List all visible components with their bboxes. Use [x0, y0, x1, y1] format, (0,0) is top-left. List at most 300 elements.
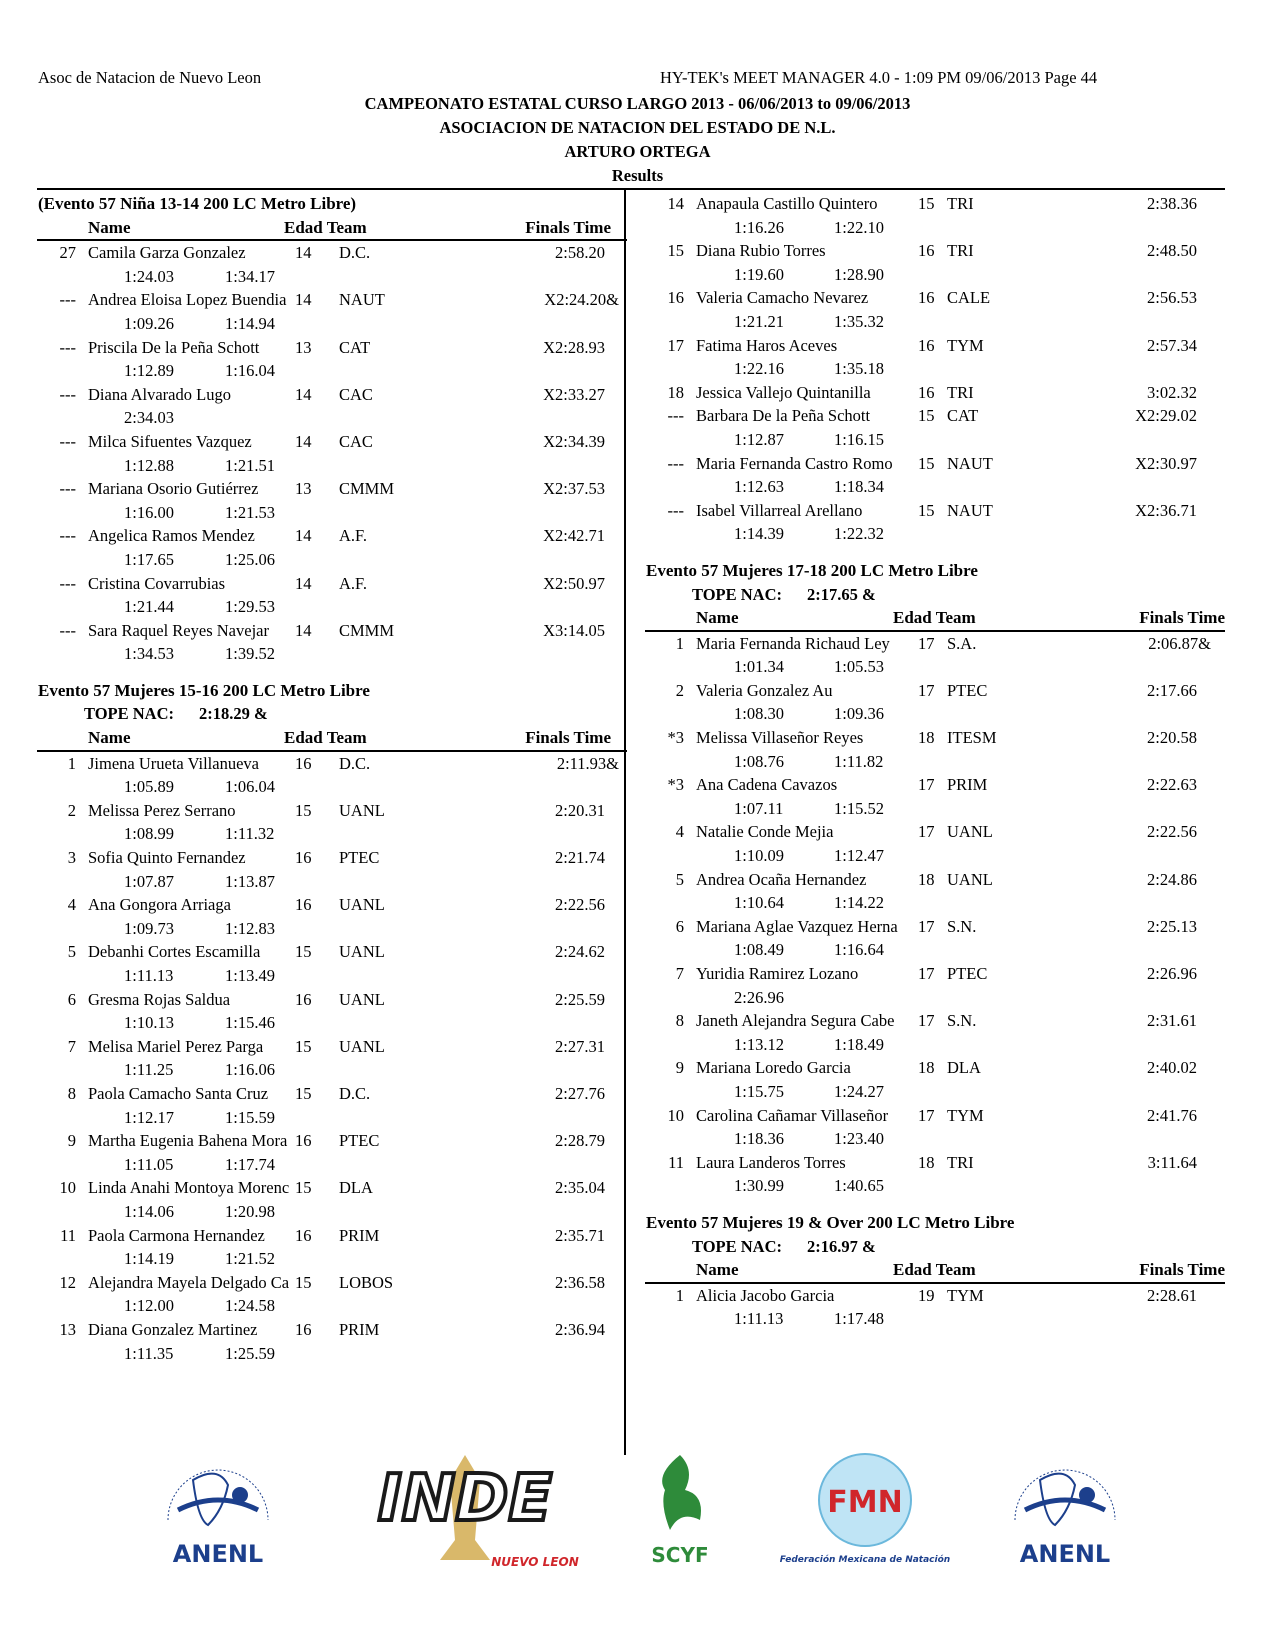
split-time: 1:12.63: [734, 477, 784, 497]
finals-time: X2:29.02: [1135, 406, 1197, 426]
age: 14: [295, 431, 312, 451]
team: NAUT: [947, 453, 993, 473]
tope-line: [37, 702, 627, 726]
result-row: [645, 962, 1225, 1009]
result-line: [645, 1104, 1225, 1128]
splits-line: [37, 595, 627, 619]
swimmer-name: Maria Fernanda Castro Romo: [696, 453, 893, 473]
place: 18: [667, 382, 684, 402]
swimmer-name: Priscila De la Peña Schott: [88, 337, 260, 357]
split-time: 1:10.64: [734, 893, 784, 913]
splits-line: [37, 964, 627, 988]
result-row: [37, 572, 627, 619]
result-line: [645, 726, 1225, 750]
splits-line: [37, 822, 627, 846]
finals-time: 3:02.32: [1147, 382, 1197, 402]
svg-text:Federación Mexicana de Natació: Federación Mexicana de Natación: [779, 1555, 951, 1565]
result-line: [645, 632, 1225, 656]
inde-logo: [350, 1450, 580, 1580]
age: 14: [295, 526, 312, 546]
result-row: [645, 286, 1225, 333]
team: PTEC: [947, 680, 988, 700]
split-time: 1:15.46: [225, 1013, 275, 1033]
result-line: [37, 1224, 627, 1248]
result-row: [645, 679, 1225, 726]
finals-time: X2:30.97: [1135, 453, 1197, 473]
age: 16: [918, 241, 935, 261]
splits-line: [645, 655, 1225, 679]
result-line: [37, 524, 627, 548]
swimmer-name: Diana Rubio Torres: [696, 241, 826, 261]
finals-time: 2:27.31: [555, 1036, 605, 1056]
swimmer-name: Cristina Covarrubias: [88, 573, 226, 593]
swimmer-name: Isabel Villarreal Arellano: [696, 500, 863, 520]
svg-text:ANENL: ANENL: [1019, 1540, 1111, 1568]
splits-line: [37, 1058, 627, 1082]
header-edad-team: Edad Team: [284, 217, 367, 237]
finals-time: 3:11.64: [1147, 1152, 1197, 1172]
result-row: [645, 452, 1225, 499]
result-row: [645, 381, 1225, 405]
swimmer-name: Alicia Jacobo Garcia: [696, 1285, 835, 1305]
split-time: 2:26.96: [734, 987, 784, 1007]
split-time: 1:14.06: [124, 1201, 174, 1221]
splits-line: [645, 310, 1225, 334]
splits-line: [37, 454, 627, 478]
swimmer-name: Andrea Eloisa Lopez Buendia: [88, 290, 287, 310]
splits-line: [645, 1307, 1225, 1331]
result-line: [37, 1271, 627, 1295]
split-time: 1:16.06: [225, 1060, 275, 1080]
finals-time: X2:33.27: [543, 384, 605, 404]
result-row: [645, 915, 1225, 962]
place: 7: [67, 1036, 76, 1056]
splits-line: [37, 775, 627, 799]
split-time: 1:22.32: [834, 524, 884, 544]
split-time: 1:16.00: [124, 502, 174, 522]
result-row: [37, 1035, 627, 1082]
age: 13: [295, 479, 312, 499]
result-row: [37, 940, 627, 987]
age: 16: [295, 753, 312, 773]
age: 17: [918, 680, 935, 700]
team: LOBOS: [339, 1272, 394, 1292]
finals-time: 2:40.02: [1147, 1058, 1197, 1078]
finals-time: 2:26.96: [1147, 964, 1197, 983]
split-time: 1:15.59: [225, 1107, 275, 1127]
place: 4: [67, 895, 76, 915]
result-line: [37, 893, 627, 917]
finals-time: 2:25.13: [1147, 916, 1197, 936]
header-finals-time: Finals Time: [525, 217, 611, 237]
result-line: [37, 336, 627, 360]
place: 1: [675, 1285, 684, 1305]
place: ---: [59, 337, 76, 357]
result-row: [645, 726, 1225, 773]
place: 11: [668, 1152, 684, 1172]
team: UANL: [339, 800, 385, 820]
result-line: [645, 679, 1225, 703]
place: ---: [59, 573, 76, 593]
split-time: 1:11.13: [124, 966, 174, 985]
place: ---: [667, 406, 684, 426]
finals-time: 2:28.79: [555, 1131, 605, 1151]
header-edad-team: Edad Team: [284, 728, 367, 748]
splits-line: [645, 357, 1225, 381]
column-headers: [645, 1258, 1225, 1284]
age: 15: [918, 453, 935, 473]
split-time: 1:08.99: [124, 824, 174, 844]
team: PRIM: [339, 1319, 380, 1339]
result-line: [645, 915, 1225, 939]
age: 17: [918, 822, 935, 842]
split-time: 1:10.13: [124, 1013, 174, 1033]
result-line: [37, 383, 627, 407]
team: A.F.: [339, 573, 368, 593]
age: 15: [295, 1178, 312, 1198]
meet-title: CAMPEONATO ESTATAL CURSO LARGO 2013 - 06/06/2013 to 09/06/2013: [364, 94, 911, 113]
result-line: [645, 962, 1225, 986]
place: 15: [667, 241, 684, 261]
header-finals-time: Finals Time: [525, 728, 611, 748]
team: TYM: [947, 1285, 984, 1305]
finals-time: 2:27.76: [555, 1083, 605, 1103]
finals-time: 2:22.56: [1147, 822, 1197, 842]
age: 14: [295, 290, 312, 310]
split-time: 1:39.52: [225, 644, 275, 664]
swimmer-name: Ana Gongora Arriaga: [88, 895, 231, 915]
finals-time: 2:22.56: [555, 895, 605, 915]
splits-line: [37, 312, 627, 336]
split-time: 1:09.26: [124, 313, 174, 333]
result-line: [37, 799, 627, 823]
finals-time: 2:36.58: [555, 1272, 605, 1292]
splits-line: [645, 263, 1225, 287]
team: D.C.: [339, 753, 371, 773]
result-row: [37, 336, 627, 383]
split-time: 1:22.10: [834, 217, 884, 237]
tope-value: 2:18.29 &: [199, 704, 268, 724]
header-finals-time: Finals Time: [1139, 608, 1225, 628]
splits-line: [37, 501, 627, 525]
result-line: [37, 1129, 627, 1153]
team: CAT: [947, 406, 979, 426]
meet-host: ASOCIACION DE NATACION DEL ESTADO DE N.L.: [439, 118, 836, 137]
place: 11: [60, 1225, 76, 1245]
split-time: 1:13.49: [225, 966, 275, 985]
age: 17: [918, 1011, 935, 1031]
swimmer-name: Diana Gonzalez Martinez: [88, 1319, 258, 1339]
result-line: [37, 1035, 627, 1059]
team: PTEC: [947, 964, 988, 983]
finals-time: 2:35.71: [555, 1225, 605, 1245]
event-section: [645, 192, 1225, 546]
splits-line: [37, 359, 627, 383]
swimmer-name: Maria Fernanda Richaud Ley: [696, 633, 890, 653]
result-row: [37, 752, 627, 799]
splits-line: [645, 797, 1225, 821]
event-title: (Evento 57 Niña 13-14 200 LC Metro Libre): [38, 194, 357, 213]
split-time: 1:08.49: [734, 940, 784, 960]
place: ---: [59, 384, 76, 404]
result-line: [37, 1176, 627, 1200]
split-time: 1:05.89: [124, 777, 174, 797]
swimmer-name: Debanhi Cortes Escamilla: [88, 942, 261, 962]
finals-time: 2:21.74: [555, 848, 605, 868]
finals-time: X2:24.20&: [544, 290, 619, 310]
splits-line: [645, 1033, 1225, 1057]
swimmer-name: Milca Sifuentes Vazquez: [88, 431, 252, 451]
age: 13: [295, 337, 312, 357]
result-line: [645, 192, 1225, 216]
result-row: [645, 632, 1225, 679]
place: 6: [675, 916, 684, 936]
age: 17: [918, 1105, 935, 1125]
finals-time: 2:22.63: [1147, 775, 1197, 795]
age: 16: [918, 335, 935, 355]
result-line: [37, 288, 627, 312]
result-row: [37, 1318, 627, 1365]
split-time: 1:18.49: [834, 1034, 884, 1054]
split-time: 1:21.44: [124, 597, 174, 617]
split-time: 1:25.06: [225, 549, 275, 569]
tope-line: [645, 1235, 1225, 1259]
place: 14: [667, 194, 684, 213]
splits-line: [645, 1127, 1225, 1151]
split-time: 1:14.39: [734, 524, 784, 544]
result-line: [645, 286, 1225, 310]
result-row: [645, 499, 1225, 546]
split-time: 1:12.83: [225, 918, 275, 938]
finals-time: 2:48.50: [1147, 241, 1197, 261]
swimmer-name: Natalie Conde Mejia: [696, 822, 834, 842]
split-time: 1:08.30: [734, 704, 784, 724]
age: 15: [295, 800, 312, 820]
tope-label: TOPE NAC:: [692, 584, 782, 604]
result-row: [645, 404, 1225, 451]
team: CAC: [339, 384, 373, 404]
event-title-line: [37, 192, 627, 216]
finals-time: X2:28.93: [543, 337, 605, 357]
place: ---: [59, 290, 76, 310]
split-time: 1:24.58: [225, 1296, 275, 1316]
team: UANL: [339, 895, 385, 915]
split-time: 1:22.16: [734, 359, 784, 379]
split-time: 1:13.12: [734, 1034, 784, 1054]
split-time: 1:24.27: [834, 1081, 884, 1101]
finals-time: 2:38.36: [1147, 194, 1197, 213]
split-time: 1:21.52: [225, 1249, 275, 1269]
swimmer-name: Sofia Quinto Fernandez: [88, 848, 246, 868]
finals-time: X2:42.71: [543, 526, 605, 546]
svg-text:NUEVO LEON: NUEVO LEON: [491, 1555, 579, 1569]
split-time: 1:06.04: [225, 777, 275, 797]
split-time: 1:40.65: [834, 1176, 884, 1196]
age: 16: [295, 895, 312, 915]
split-time: 1:12.47: [834, 846, 884, 866]
split-time: 1:09.73: [124, 918, 174, 938]
split-time: 1:11.05: [124, 1154, 174, 1174]
team: TYM: [947, 1105, 984, 1125]
place: 27: [59, 243, 76, 263]
column-headers: [37, 726, 627, 752]
age: 19: [918, 1285, 935, 1305]
event-title-line: [645, 559, 1225, 583]
swimmer-name: Carolina Cañamar Villaseñor: [696, 1105, 889, 1125]
finals-time: 2:06.87&: [1148, 633, 1211, 653]
svg-text:FMN: FMN: [827, 1485, 903, 1520]
event-title: Evento 57 Mujeres 19 & Over 200 LC Metro Libre: [646, 1212, 1015, 1232]
finals-time: 2:35.04: [555, 1178, 605, 1198]
split-time: 1:09.36: [834, 704, 884, 724]
team: D.C.: [339, 243, 371, 263]
split-time: 1:30.99: [734, 1176, 784, 1196]
team: NAUT: [947, 500, 993, 520]
place: 1: [67, 753, 76, 773]
split-time: 1:28.90: [834, 264, 884, 284]
finals-time: 2:58.20: [555, 243, 605, 263]
age: 17: [918, 964, 935, 983]
age: 14: [295, 573, 312, 593]
split-time: 2:34.03: [124, 408, 174, 428]
result-line: [645, 239, 1225, 263]
place: *3: [667, 728, 684, 748]
splits-line: [37, 1342, 627, 1366]
swimmer-name: Anapaula Castillo Quintero: [696, 194, 878, 213]
team: UANL: [947, 822, 993, 842]
team: S.N.: [947, 916, 977, 936]
place: 5: [67, 942, 76, 962]
team: UANL: [339, 1036, 385, 1056]
result-row: [645, 192, 1225, 239]
result-row: [37, 1082, 627, 1129]
place: 12: [59, 1272, 76, 1292]
header-edad-team: Edad Team: [893, 1260, 976, 1280]
result-line: [645, 820, 1225, 844]
result-line: [645, 1151, 1225, 1175]
finals-time: 2:17.66: [1147, 680, 1197, 700]
team: TRI: [947, 241, 974, 261]
age: 17: [918, 775, 935, 795]
splits-line: [37, 1247, 627, 1271]
age: 15: [295, 1083, 312, 1103]
swimmer-name: Fatima Haros Aceves: [696, 335, 838, 355]
age: 17: [918, 916, 935, 936]
split-time: 1:29.53: [225, 597, 275, 617]
splits-line: [645, 1174, 1225, 1198]
split-time: 1:07.11: [734, 798, 784, 818]
age: 15: [918, 406, 935, 426]
result-line: [645, 1284, 1225, 1308]
result-row: [645, 1056, 1225, 1103]
results-heading: Results: [611, 166, 664, 185]
team: CALE: [947, 288, 991, 308]
splits-line: [37, 1011, 627, 1035]
split-time: 1:12.17: [124, 1107, 174, 1127]
result-row: [645, 820, 1225, 867]
tope-label: TOPE NAC:: [84, 704, 174, 724]
split-time: 1:01.34: [734, 657, 784, 677]
split-time: 1:24.03: [124, 266, 174, 286]
result-row: [37, 1271, 627, 1318]
anenl-logo-left: [148, 1450, 288, 1575]
tope-value: 2:17.65 &: [807, 584, 876, 604]
event-section: [645, 559, 1225, 1198]
result-row: [645, 868, 1225, 915]
result-row: [645, 773, 1225, 820]
svg-text:ANENL: ANENL: [172, 1540, 264, 1568]
split-time: 1:11.82: [834, 751, 884, 771]
result-row: [645, 1151, 1225, 1198]
swimmer-name: Jessica Vallejo Quintanilla: [696, 382, 871, 402]
header-finals-time: Finals Time: [1139, 1260, 1225, 1280]
split-time: 1:23.40: [834, 1129, 884, 1149]
swimmer-name: Jimena Urueta Villanueva: [88, 753, 259, 773]
team: DLA: [339, 1178, 373, 1198]
finals-time: X2:50.97: [543, 573, 605, 593]
place: 7: [675, 964, 684, 983]
finals-time: X2:37.53: [543, 479, 605, 499]
split-time: 1:19.60: [734, 264, 784, 284]
team: CMMM: [339, 479, 395, 499]
place: ---: [667, 500, 684, 520]
age: 16: [295, 989, 312, 1009]
split-time: 1:21.53: [225, 502, 275, 522]
team: ITESM: [947, 728, 997, 748]
age: 18: [918, 869, 935, 889]
result-row: [37, 241, 627, 288]
finals-time: X2:36.71: [1135, 500, 1197, 520]
age: 18: [918, 1058, 935, 1078]
place: ---: [667, 453, 684, 473]
swimmer-name: Barbara De la Peña Schott: [696, 406, 871, 426]
place: 16: [667, 288, 684, 308]
team: PTEC: [339, 848, 380, 868]
result-row: [37, 383, 627, 430]
swimmer-name: Yuridia Ramirez Lozano: [696, 964, 859, 983]
team: D.C.: [339, 1083, 371, 1103]
result-line: [645, 499, 1225, 523]
place: 17: [667, 335, 684, 355]
team: S.A.: [947, 633, 977, 653]
result-row: [37, 619, 627, 666]
place: 8: [675, 1011, 684, 1031]
age: 18: [918, 728, 935, 748]
result-row: [37, 288, 627, 335]
result-line: [37, 988, 627, 1012]
finals-time: X3:14.05: [543, 620, 605, 640]
splits-line: [37, 1200, 627, 1224]
team: S.N.: [947, 1011, 977, 1031]
header-rule: [37, 188, 1225, 190]
result-row: [645, 1009, 1225, 1056]
result-line: [645, 381, 1225, 405]
splits-line: [645, 986, 1225, 1010]
team: PRIM: [947, 775, 988, 795]
result-row: [37, 430, 627, 477]
result-line: [37, 1082, 627, 1106]
result-row: [645, 239, 1225, 286]
splits-line: [645, 702, 1225, 726]
split-time: 1:34.17: [225, 266, 275, 286]
swimmer-name: Melisa Mariel Perez Parga: [88, 1036, 264, 1056]
age: 16: [295, 1319, 312, 1339]
place: ---: [59, 526, 76, 546]
swimmer-name: Linda Anahi Montoya Morenc: [88, 1178, 290, 1198]
swimmer-name: Laura Landeros Torres: [696, 1152, 846, 1172]
event-title: Evento 57 Mujeres 17-18 200 LC Metro Libre: [646, 560, 978, 580]
swimmer-name: Janeth Alejandra Segura Cabe: [696, 1011, 895, 1031]
